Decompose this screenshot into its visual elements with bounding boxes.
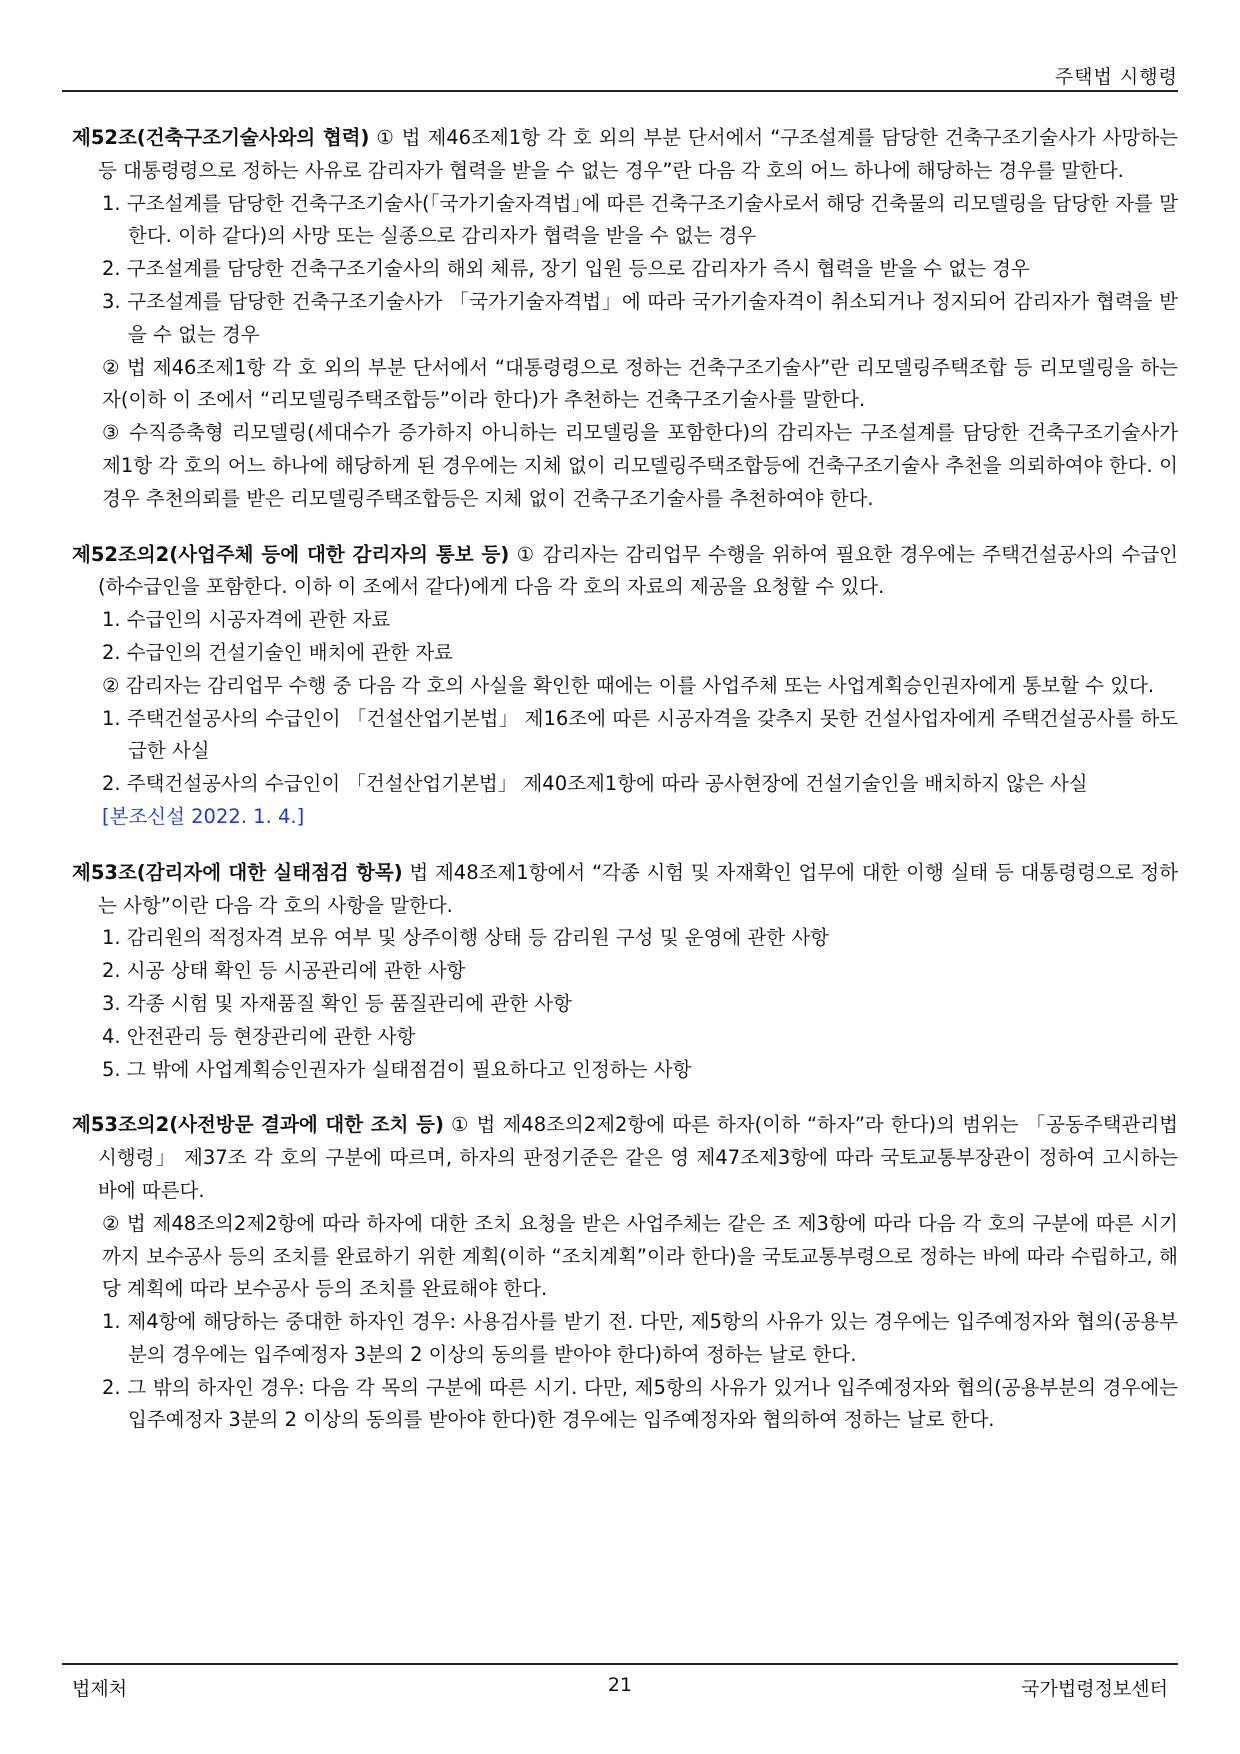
article-text: ① 법 제46조제1항 각 호 외의 부분 단서에서 “구조설계를 담당한 건축구조기술사가 사망하는 등 대통령령으로 정하는 사유로 감리자가 협력을 받을 수 없는 경우”란 다음 각 호의 어느 하나에 해당하는 경우를 말한다.	[98, 126, 1179, 182]
paragraph: ② 감리자는 감리업무 수행 중 다음 각 호의 사실을 확인한 때에는 이를 사업주체 또는 사업계획승인권자에게 통보할 수 있다.	[102, 673, 1155, 697]
article-52	[72, 122, 1178, 516]
list-item: 2. 시공 상태 확인 등 시공관리에 관한 사항	[102, 959, 466, 983]
article-text: ① 감리자는 감리업무 수행을 위하여 필요한 경우에는 주택건설공사의 수급인(하수급인을 포함한다. 이하 이 조에서 같다)에게 다음 각 호의 자료의 제공을 요청할 수 있다.	[98, 542, 1179, 599]
document-header-title: 주택법 시행령	[1054, 66, 1178, 88]
amendment-note: [본조신설 2022. 1. 4.]	[102, 804, 305, 828]
article-52-2	[72, 539, 1178, 834]
paragraph: ③ 수직증축형 리모델링(세대수가 증가하지 아니하는 리모델링을 포함한다)의 감리자는 구조설계를 담당한 건축구조기술사가 제1항 각 호의 어느 하나에 해당하게 된 경우에는 지체 없이 리모델링주택조합등에 건축구조기술사 추천을 의뢰하여야 한다. 이 경우 추천의뢰를 받은 리모델링주택조합등은 지체 없이 건축구조기술사를 추천하여야 한다.	[102, 421, 1178, 510]
footer-divider	[62, 1663, 1178, 1665]
article-text: ① 법 제48조의2제2항에 따른 하자(이하 “하자”라 한다)의 범위는 「공동주택관리법 시행령」 제37조 각 호의 구분에 따르며, 하자의 판정기준은 같은 영 제47조제3항에 따라 국토교통부장관이 정하여 고시하는 바에 따른다.	[98, 1113, 1178, 1202]
article-body	[72, 539, 1178, 605]
article-text: 법 제48조제1항에서 “각종 시험 및 자재확인 업무에 대한 이행 실태 등 대통령령으로 정하는 사항”이란 다음 각 호의 사항을 말한다.	[98, 860, 1178, 917]
list-item: 1. 구조설계를 담당한 건축구조기술사(｢국가기술자격법｣에 따른 건축구조기술사로서 해당 건축물의 리모델링을 담당한 자를 말한다. 이하 같다)의 사망 또는 실종으로 감리자가 협력을 받을 수 없는 경우	[102, 191, 1178, 248]
article-title: 제52조(건축구조기술사와의 협력)	[72, 126, 370, 149]
list-item: 5. 그 밖에 사업계획승인권자가 실태점검이 필요하다고 인정하는 사항	[102, 1057, 692, 1081]
header-divider	[62, 90, 1178, 92]
paragraph: ② 법 제46조제1항 각 호 외의 부분 단서에서 “대통령령으로 정하는 건축구조기술사”란 리모델링주택조합 등 리모델링을 하는 자(이하 이 조에서 “리모델링주택조합등”이라 한다)가 추천하는 건축구조기술사를 말한다.	[102, 355, 1178, 412]
page-number: 21	[607, 1674, 633, 1696]
list-item: 2. 주택건설공사의 수급인이 「건설산업기본법」 제40조제1항에 따라 공사현장에 건설기술인을 배치하지 않은 사실	[102, 772, 1088, 796]
list-item: 1. 주택건설공사의 수급인이 「건설산업기본법」 제16조에 따른 시공자격을 갖추지 못한 건설사업자에게 주택건설공사를 하도급한 사실	[102, 706, 1178, 763]
article-title: 제53조(감리자에 대한 실태점검 항목)	[72, 860, 403, 884]
article-title: 제53조의2(사전방문 결과에 대한 조치 등)	[72, 1113, 444, 1137]
article-53	[72, 857, 1178, 1087]
list-item: 2. 구조설계를 담당한 건축구조기술사의 해외 체류, 장기 입원 등으로 감리자가 즉시 협력을 받을 수 없는 경우	[102, 257, 1030, 281]
footer-publisher: 법제처	[72, 1678, 128, 1700]
article-body	[72, 1109, 1178, 1207]
list-item: 2. 수급인의 건설기술인 배치에 관한 자료	[102, 640, 453, 664]
list-item: 3. 각종 시험 및 자재품질 확인 등 품질관리에 관한 사항	[102, 991, 572, 1015]
article-53-2	[72, 1109, 1178, 1437]
list-item: 4. 안전관리 등 현장관리에 관한 사항	[102, 1024, 416, 1048]
list-item: 1. 수급인의 시공자격에 관한 자료	[102, 608, 391, 632]
article-body	[72, 122, 1178, 188]
paragraph: ② 법 제48조의2제2항에 따라 하자에 대한 조치 요청을 받은 사업주체는 같은 조 제3항에 따라 다음 각 호의 구분에 따른 시기까지 보수공사 등의 조치를 완료하기 위한 계획(이하 “조치계획”이라 한다)을 국토교통부령으로 정하는 바에 따라 수립하고, 해당 계획에 따라 보수공사 등의 조치를 완료해야 한다.	[102, 1211, 1178, 1301]
footer-source: 국가법령정보센터	[1021, 1678, 1168, 1700]
list-item: 1. 제4항에 해당하는 중대한 하자인 경우: 사용검사를 받기 전. 다만, 제5항의 사유가 있는 경우에는 입주예정자와 협의(공용부분의 경우에는 입주예정자 3분의 2 이상의 동의를 받아야 한다)하여 정하는 날로 한다.	[102, 1310, 1178, 1366]
list-item: 3. 구조설계를 담당한 건축구조기술사가 「국가기술자격법」에 따라 국가기술자격이 취소되거나 정지되어 감리자가 협력을 받을 수 없는 경우	[102, 289, 1178, 346]
list-item: 1. 감리원의 적정자격 보유 여부 및 상주이행 상태 등 감리원 구성 및 운영에 관한 사항	[102, 926, 830, 950]
list-item: 2. 그 밖의 하자인 경우: 다음 각 목의 구분에 따른 시기. 다만, 제5항의 사유가 있거나 입주예정자와 협의(공용부분의 경우에는 입주예정자 3분의 2 이상의 동의를 받아야 한다)한 경우에는 입주예정자와 협의하여 정하는 날로 한다.	[102, 1375, 1178, 1432]
article-title: 제52조의2(사업주체 등에 대한 감리자의 통보 등)	[72, 542, 510, 566]
document-body	[72, 122, 1178, 1460]
article-body	[72, 857, 1178, 923]
